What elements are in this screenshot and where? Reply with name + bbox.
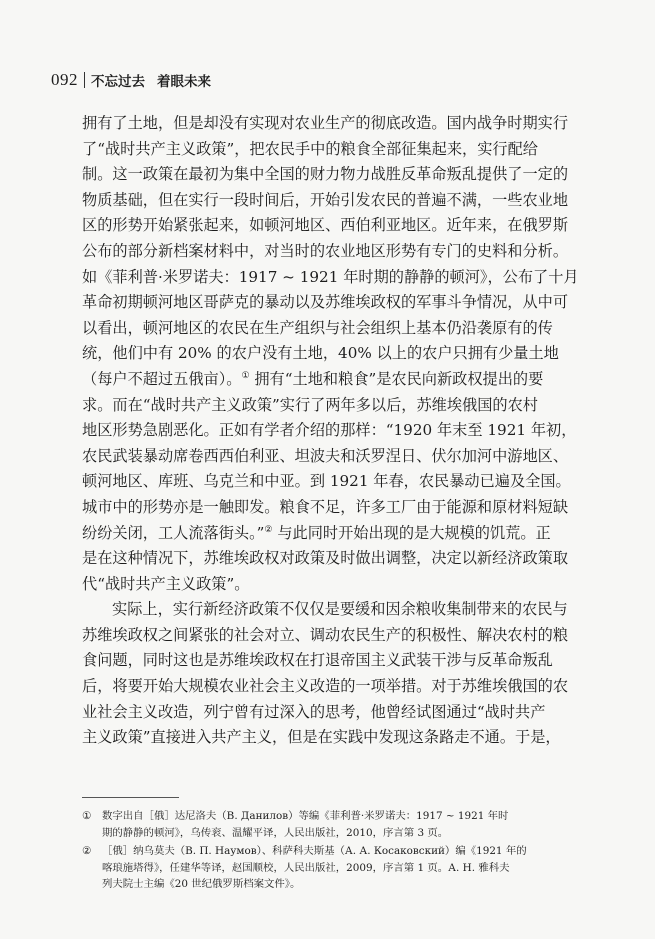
text-line <box>82 597 602 623</box>
text-line <box>82 648 602 674</box>
text-line <box>82 213 602 239</box>
footnote-line: ［俄］纳乌莫夫（В. П. Наумов）、科萨科夫斯基（А. А. Косаковский）编《1921 年的 <box>102 845 527 858</box>
footnotes <box>82 808 602 895</box>
footnote-rule <box>82 797 179 798</box>
text-segment: 业社会主义改造，列宁曾有过深入的思考，他曾经试图通过“战时共产 <box>82 702 546 721</box>
text-line <box>82 444 602 470</box>
text-segment: 后，将要开始大规模农业社会主义改造的一项举措。对于苏维埃俄国的农 <box>82 677 568 696</box>
text-segment: 革命初期顿河地区哥萨克的暴动以及苏维埃政权的军事斗争情况，从中可 <box>82 293 568 312</box>
text-line <box>82 341 602 367</box>
text-segment: 求。而在“战时共产主义政策”实行了两年多以后，苏维埃俄国的农村 <box>82 395 538 414</box>
text-line <box>82 674 602 700</box>
text-segment: 拥有“土地和粮食”是农民向新政权提出的要 <box>249 369 544 388</box>
text-line <box>82 111 602 137</box>
footnote-mark: ② <box>82 845 92 858</box>
text-line <box>82 137 602 163</box>
text-line <box>82 290 602 316</box>
text-line <box>82 162 602 188</box>
text-line <box>82 418 602 444</box>
text-segment: 城市中的形势亦是一触即发。粮食不足，许多工厂由于能源和原材料短缺 <box>82 497 568 516</box>
body-text <box>82 111 602 751</box>
text-segment: 代“战时共产主义政策”。 <box>82 574 250 593</box>
text-segment: 顿河地区、库班、乌克兰和中亚。到 1921 年春，农民暴动已遍及全国。 <box>82 472 571 491</box>
text-line <box>82 367 602 393</box>
text-line <box>82 546 602 572</box>
footnote-reference[interactable]: ① <box>241 370 250 381</box>
footnote-reference[interactable]: ② <box>264 524 273 535</box>
text-line <box>82 188 602 214</box>
book-title: 不忘过去 <box>91 74 145 90</box>
text-line <box>82 623 602 649</box>
text-segment: 如《菲利普·米罗诺夫：1917 ~ 1921 年时期的静静的顿河》，公布了十月 <box>82 267 579 286</box>
book-subtitle: 着眼未来 <box>157 74 211 90</box>
text-segment: 与此同时开始出现的是大规模的饥荒。正 <box>272 523 551 542</box>
text-segment: 拥有了土地，但是却没有实现对农业生产的彻底改造。国内战争时期实行 <box>82 114 568 132</box>
text-segment: 统，他们中有 20% 的农户没有土地，40% 以上的农户只拥有少量土地 <box>82 344 559 363</box>
text-segment: 制。这一政策在最初为集中全国的财力物力战胜反革命叛乱提供了一定的 <box>82 165 568 184</box>
text-line <box>82 469 602 495</box>
text-line <box>82 316 602 342</box>
text-line <box>82 725 602 751</box>
text-segment: 实际上，实行新经济政策不仅仅是要缓和因余粮收集制带来的农民与 <box>112 600 568 619</box>
text-line <box>82 239 602 265</box>
footnote <box>82 843 602 893</box>
text-line <box>82 521 602 547</box>
text-line <box>82 393 602 419</box>
text-segment: 区的形势开始紧张起来，如顿河地区、西伯利亚地区。近年来，在俄罗斯 <box>82 216 568 235</box>
footnote-line: 数字出自［俄］达尼洛夫（В. Данилов）等编《菲利普·米罗诺夫：1917 ~ 1921 年时 <box>102 810 509 822</box>
footnote-text <box>102 808 508 841</box>
footnote-text <box>102 843 527 893</box>
text-segment: 苏维埃政权之间紧张的社会对立、调动农民生产的积极性、解决农村的粮 <box>82 625 568 644</box>
text-segment: 了“战时共产主义政策”，把农民手中的粮食全部征集起来，实行配给 <box>82 139 538 158</box>
text-segment: 纷纷关闭，工人流落街头。” <box>82 523 265 542</box>
footnote-line: 期的静静的顿河》，乌传衮、温耀平译，人民出版社，2010，序言第 3 页。 <box>102 826 449 839</box>
running-header <box>51 70 211 90</box>
text-segment: 地区形势急剧恶化。正如有学者介绍的那样：“1920 年末至 1921 年初， <box>82 421 577 440</box>
footnote-line: 列夫院士主编《20 世纪俄罗斯档案文件》。 <box>102 878 301 891</box>
text-segment: （每户不超过五俄亩）。 <box>82 369 242 388</box>
header-divider <box>84 72 85 88</box>
text-segment: 主义政策”直接进入共产主义，但是在实践中发现这条路走不通。于是， <box>82 728 561 747</box>
text-segment: 以看出，顿河地区的农民在生产组织与社会组织上基本仍沿袭原有的传 <box>82 318 553 337</box>
text-segment: 是在这种情况下，苏维埃政权对政策及时做出调整，决定以新经济政策取 <box>82 549 568 568</box>
text-line <box>82 495 602 521</box>
text-segment: 公布的部分新档案材料中，对当时的农业地区形势有专门的史料和分析。 <box>82 241 568 260</box>
footnote-line: 喀琅施塔得》，任建华等译，赵国顺校，人民出版社，2009，序言第 1 页。А. Н. 雅科夫 <box>102 861 510 874</box>
text-line <box>82 700 602 726</box>
page-number: 092 <box>51 70 78 89</box>
text-segment: 农民武装暴动席卷西西伯利亚、坦波夫和沃罗涅日、伏尔加河中游地区、 <box>82 446 568 465</box>
text-segment: 食问题，同时这也是苏维埃政权在打退帝国主义武装干涉与反革命叛乱 <box>82 651 553 670</box>
footnote <box>82 808 602 841</box>
text-segment: 物质基础，但在实行一段时间后，开始引发农民的普遍不满，一些农业地 <box>82 190 568 209</box>
footnote-mark: ① <box>82 810 92 822</box>
text-line <box>82 265 602 291</box>
text-line <box>82 572 602 598</box>
